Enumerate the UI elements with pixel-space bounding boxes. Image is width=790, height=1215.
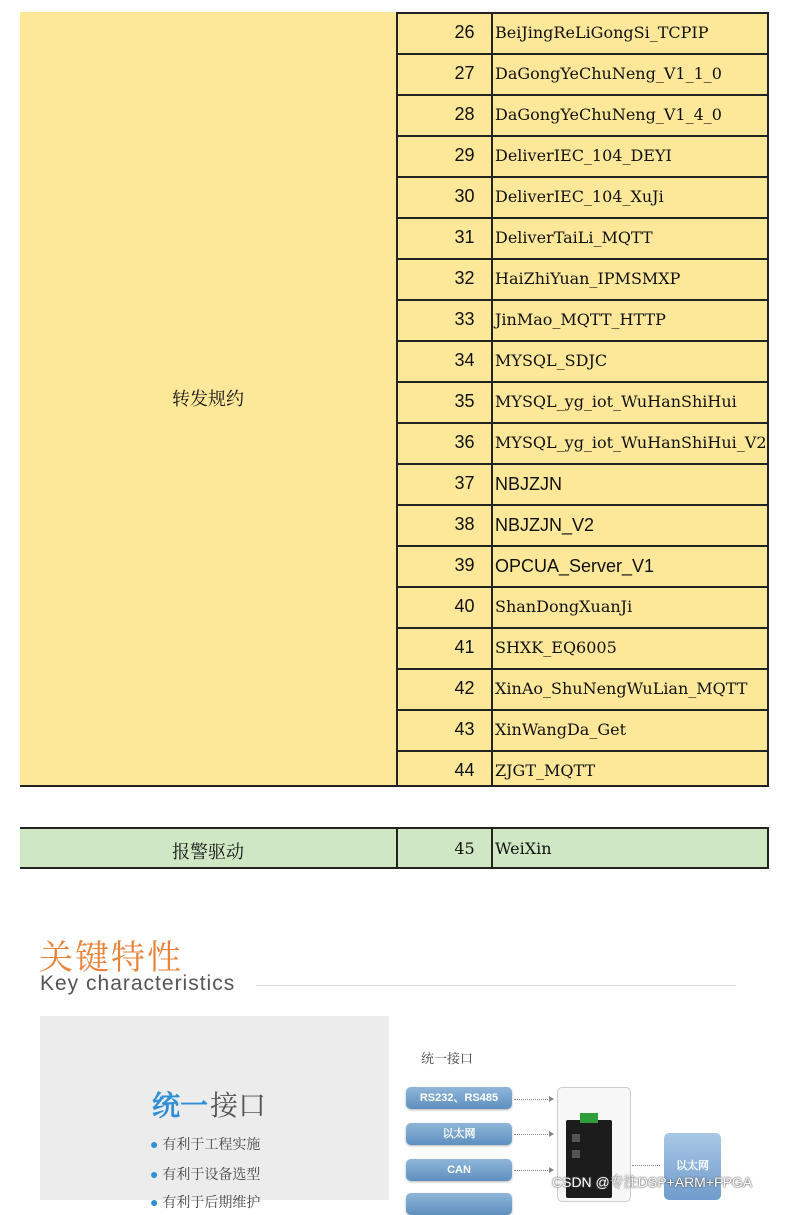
row-divider: [396, 217, 769, 219]
row-divider: [396, 53, 769, 55]
row-divider: [396, 545, 769, 547]
alarm-driver-table: [20, 827, 769, 869]
row-divider: [396, 176, 769, 178]
diagram-title: 统一接口: [421, 1051, 474, 1066]
bullet-dot-icon: ●: [150, 1166, 159, 1182]
table-bottom-border: [20, 785, 769, 787]
arrow-icon: [514, 1099, 550, 1100]
section-divider: [256, 985, 736, 986]
row-number: 32: [454, 268, 475, 288]
feature-bullet-text: 有利于后期维护: [162, 1194, 261, 1210]
feature-bullet-text: 有利于工程实施: [162, 1136, 261, 1152]
row-protocol-name: MYSQL_yg_iot_WuHanShiHui: [495, 392, 737, 411]
row-protocol-name: ZJGT_MQTT: [495, 761, 596, 780]
bullet-dot-icon: ●: [150, 1194, 159, 1210]
row-number: 37: [454, 473, 475, 493]
arrow-icon: [514, 1134, 550, 1135]
row-protocol-name: OPCUA_Server_V1: [495, 556, 655, 576]
feature-heading-gray: 接口: [210, 1090, 267, 1121]
terminal-block-icon: [580, 1113, 598, 1123]
row-divider: [396, 135, 769, 137]
row-number: 31: [454, 227, 475, 247]
row-divider: [396, 340, 769, 342]
row-number: 39: [454, 555, 475, 575]
row-divider: [396, 463, 769, 465]
row-divider: [396, 258, 769, 260]
row-number: 44: [454, 760, 475, 780]
alarm-row-number: 45: [454, 839, 475, 858]
row-number: 28: [454, 104, 475, 124]
row-divider: [396, 422, 769, 424]
row-divider: [396, 586, 769, 588]
row-divider: [396, 668, 769, 670]
table-bottom-border: [20, 867, 769, 869]
row-divider: [396, 709, 769, 711]
arrow-icon: [514, 1170, 550, 1171]
row-protocol-name: DaGongYeChuNeng_V1_4_0: [495, 105, 722, 124]
interface-pill: CAN: [406, 1159, 512, 1181]
row-number: 35: [454, 391, 475, 411]
row-divider: [396, 94, 769, 96]
port-icon: [572, 1150, 580, 1158]
section-title-en: Key characteristics: [40, 972, 236, 995]
arrow-icon: [632, 1165, 660, 1166]
row-protocol-name: DeliverIEC_104_DEYI: [495, 146, 672, 165]
row-protocol-name: HaiZhiYuan_IPMSMXP: [495, 269, 681, 288]
watermark: CSDN @专注DSP+ARM+FPGA: [552, 1174, 753, 1190]
row-number: 34: [454, 350, 475, 370]
column-divider: [396, 827, 398, 869]
row-protocol-name: NBJZJN_V2: [495, 515, 595, 535]
row-number: 42: [454, 678, 475, 698]
bullet-dot-icon: ●: [150, 1136, 159, 1152]
column-divider: [396, 12, 398, 787]
feature-bullet-text: 有利于设备选型: [162, 1166, 261, 1182]
feature-heading-blue: 统一: [152, 1090, 209, 1121]
row-number: 38: [454, 514, 475, 534]
alarm-row-name: WeiXin: [495, 839, 552, 858]
row-number: 30: [454, 186, 475, 206]
row-number: 36: [454, 432, 475, 452]
row-number: 43: [454, 719, 475, 739]
feature-bullet: [150, 1134, 260, 1154]
row-number: 33: [454, 309, 475, 329]
row-protocol-name: MYSQL_SDJC: [495, 351, 608, 370]
row-protocol-name: DeliverIEC_104_XuJi: [495, 187, 664, 206]
row-divider: [396, 299, 769, 301]
section-title-cn: 关键特性: [39, 939, 183, 977]
table-right-border: [767, 12, 769, 787]
row-divider: [396, 750, 769, 752]
alarm-category-label: 报警驱动: [172, 842, 244, 862]
row-protocol-name: XinAo_ShuNengWuLian_MQTT: [495, 679, 748, 698]
ethernet-output-box: 以太网: [664, 1133, 721, 1200]
interface-pill: RS232、RS485: [406, 1087, 512, 1109]
port-icon: [572, 1134, 580, 1142]
forwarding-protocol-table: [20, 12, 769, 787]
table-right-border: [767, 827, 769, 869]
row-number: 29: [454, 145, 475, 165]
row-divider: [396, 627, 769, 629]
feature-bullet: [150, 1192, 260, 1212]
row-divider: [396, 381, 769, 383]
row-protocol-name: ShanDongXuanJi: [495, 597, 633, 616]
row-number: 27: [454, 63, 475, 83]
interface-pill: 以太网: [406, 1123, 512, 1145]
row-protocol-name: DeliverTaiLi_MQTT: [495, 228, 653, 247]
table-top-border: [20, 827, 769, 829]
feature-panel: [40, 1016, 389, 1210]
row-number: 41: [454, 637, 475, 657]
table-top-border: [396, 12, 769, 14]
row-protocol-name: XinWangDa_Get: [495, 720, 626, 739]
row-protocol-name: SHXK_EQ6005: [495, 638, 617, 657]
row-number: 26: [454, 22, 475, 42]
row-protocol-name: JinMao_MQTT_HTTP: [495, 310, 666, 329]
category-label: 转发规约: [172, 389, 244, 409]
row-divider: [396, 504, 769, 506]
row-protocol-name: BeiJingReLiGongSi_TCPIP: [495, 23, 709, 42]
interface-pill: [406, 1193, 512, 1215]
row-protocol-name: DaGongYeChuNeng_V1_1_0: [495, 64, 722, 83]
feature-bullet: [150, 1164, 260, 1184]
row-protocol-name: NBJZJN: [495, 474, 562, 494]
row-number: 40: [454, 596, 475, 616]
row-protocol-name: MYSQL_yg_iot_WuHanShiHui_V2: [495, 433, 767, 452]
